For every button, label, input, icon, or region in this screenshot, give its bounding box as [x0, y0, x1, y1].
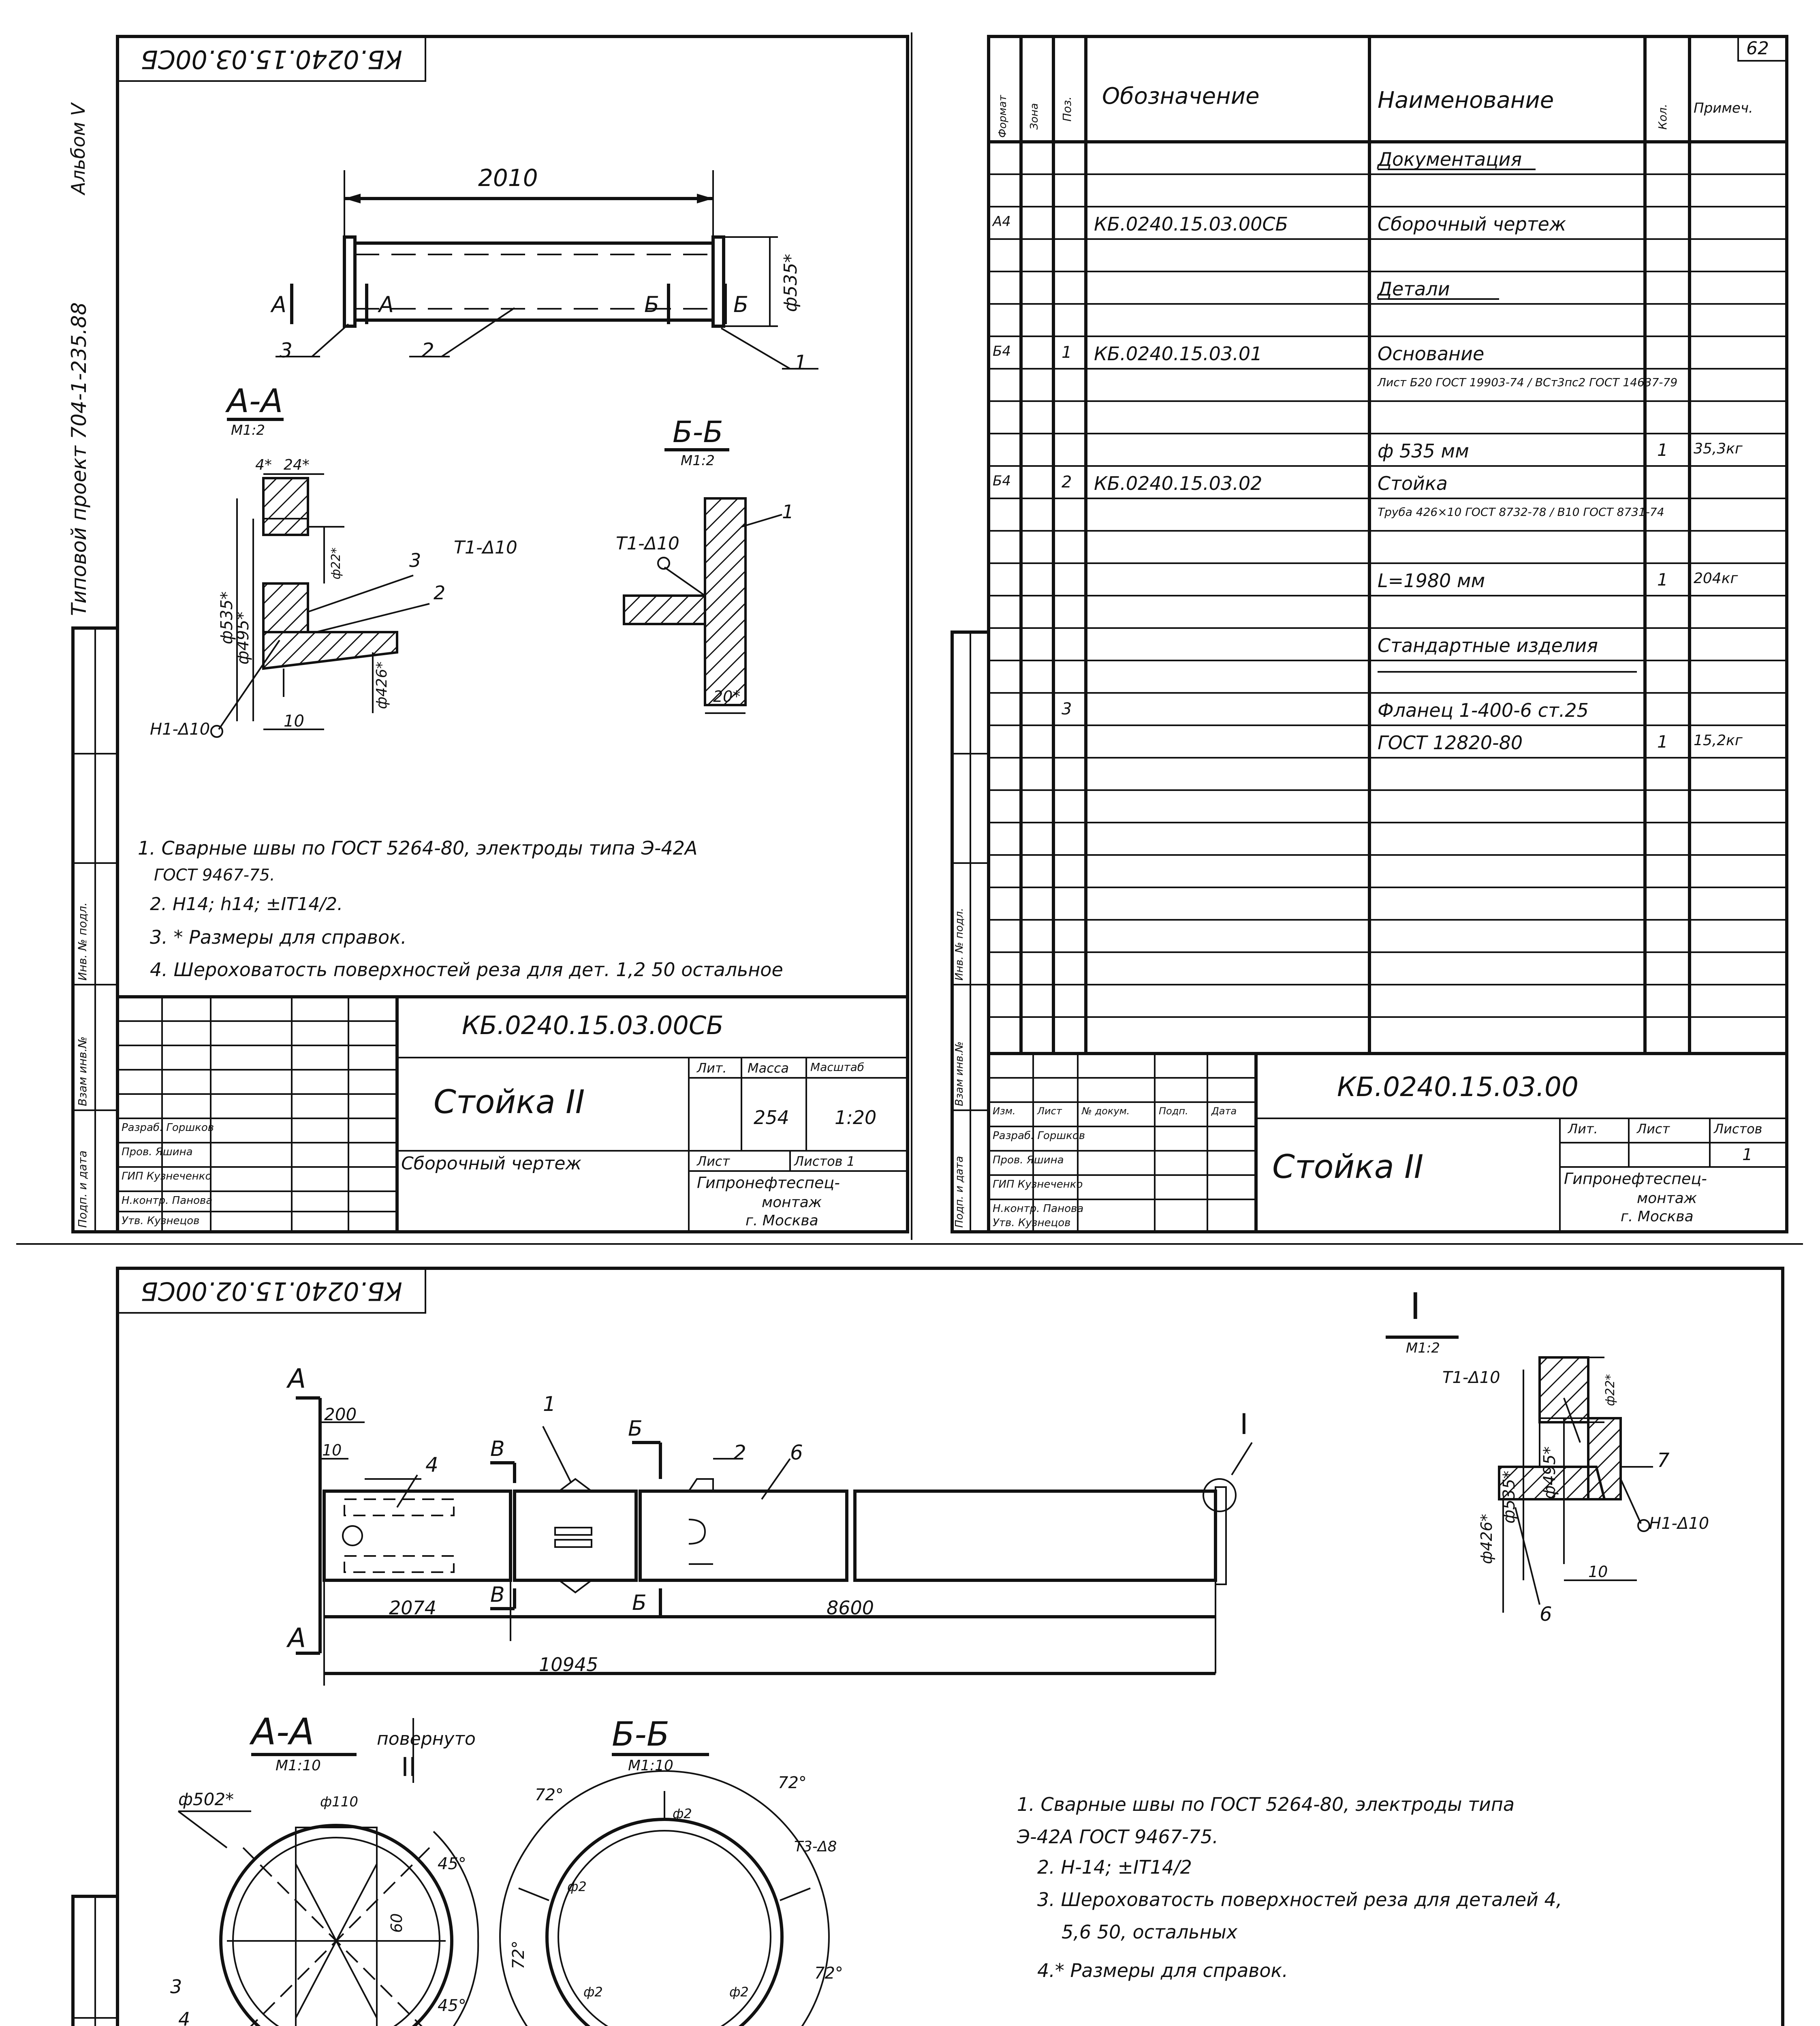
d1-tb-city: г. Москва [746, 1212, 818, 1229]
spec-cell-pos: 3 [1062, 700, 1072, 718]
d1-sa-callout-2: 2 [434, 582, 446, 604]
d2-h-pos: Поз. [1060, 96, 1074, 122]
d1-note-1b: ГОСТ 9467-75. [154, 866, 275, 885]
spec-cell-name: Основание [1378, 343, 1485, 365]
d1-sa-weld-t1: Т1-Δ10 [454, 537, 517, 558]
d1-tb-scale-h: Масштаб [810, 1060, 865, 1074]
d1-tb-scale: 1:20 [835, 1107, 877, 1128]
d1-sb-weld: Т1-Δ10 [616, 533, 679, 554]
d2-spec-grid [989, 36, 1787, 1054]
d3-aa-scale: М1:10 [276, 1757, 321, 1774]
spec-cell-name: Детали [1378, 278, 1450, 300]
d1-tb-p4: Н.контр. Панова [122, 1195, 213, 1207]
d3-cut-v-bottom: В [490, 1583, 505, 1607]
d3-bb-angle-1: 72° [535, 1786, 564, 1804]
spec-cell-name: ф 535 мм [1378, 440, 1469, 462]
d3-aa-dim60: 60 [388, 1913, 406, 1933]
d3-aa-angle-2: 45° [438, 1996, 466, 2015]
d3-callout-2: 2 [733, 1441, 746, 1464]
side-label-4: Взам инв.№ [953, 1041, 966, 1106]
d3-aa-d502: ф502* [178, 1789, 234, 1809]
d3-bb-mark-1: ф2 [673, 1806, 692, 1821]
d1-section-b [624, 450, 782, 713]
side-label-6: Инв. № подл. [953, 908, 966, 981]
d1-sa-d535: ф535* [218, 591, 236, 644]
d3-detail-I-dim: 10 [1588, 1563, 1608, 1581]
d1-sa-dim-22: ф22* [329, 547, 343, 579]
d3-detail-I-scale: М1:2 [1406, 1340, 1440, 1356]
d1-cut-b-right: Б [733, 292, 749, 317]
d2-tb-col-3: № докум. [1082, 1105, 1130, 1117]
d1-sa-dim-24: 24* [284, 457, 310, 473]
d1-note-3: 3. * Размеры для справок. [150, 926, 407, 948]
d2-h-code: Обозначение [1102, 83, 1260, 109]
d1-tb-sheet: Лист [697, 1154, 730, 1169]
d1-note-1: 1. Сварные швы по ГОСТ 5264-80, электроды типа Э-42А [138, 837, 698, 859]
d2-tb-org2: монтаж [1637, 1190, 1697, 1207]
d1-tb-name: Стойка II [434, 1083, 585, 1121]
d1-sb-callout: 1 [782, 501, 794, 523]
spec-cell-qty: 1 [1657, 732, 1668, 752]
d3-main-view [296, 1398, 1252, 1686]
d2-tb-col-4: Подп. [1159, 1105, 1188, 1117]
spec-cell-note: 15,2кг [1694, 732, 1743, 749]
d1-note-4: 4. Шероховатость поверхностей реза для дет. 1,2 50 остальное [150, 959, 783, 981]
d2-tb-name: Стойка II [1272, 1148, 1424, 1186]
spec-cell-name: Стандартные изделия [1378, 635, 1598, 656]
d3-detail-I-d535: ф535* [1500, 1470, 1519, 1524]
side-label-1: Взам инв.№ [76, 1036, 89, 1106]
d3-detail-I-title: I [1410, 1285, 1421, 1328]
d3-cut-a-bottom: А [288, 1622, 306, 1654]
d1-sa-d426: ф426* [374, 661, 390, 709]
side-label-5: Подп. и дата [953, 1156, 966, 1228]
d1-tb-org: Гипронефтеспец- [697, 1174, 840, 1192]
spec-cell-qty: 1 [1657, 440, 1668, 460]
d3-bb-mark-4: ф2 [729, 1984, 749, 2000]
spec-cell-name: Труба 426×10 ГОСТ 8732-78 / В10 ГОСТ 8731-74 [1378, 505, 1664, 519]
d3-dim-8600: 8600 [827, 1597, 874, 1619]
d3-callout-4: 4 [425, 1453, 438, 1477]
d3-cut-a-top: А [288, 1363, 306, 1394]
d2-tb-code: КБ.0240.15.03.00 [1337, 1071, 1579, 1103]
d1-note-2: 2. Н14; h14; ±IT14/2. [150, 894, 343, 915]
d1-sa-dim-4: 4* [255, 457, 272, 473]
d2-tb-col-2: Лист [1037, 1105, 1062, 1117]
d1-dim-diameter: ф535* [780, 254, 801, 312]
d3-aa-label-4: 4 [178, 2008, 190, 2026]
d1-tb-p1: Разраб. Горшков [122, 1122, 214, 1134]
d1-callout-2: 2 [421, 339, 434, 362]
spec-cell-name: L=1980 мм [1378, 570, 1485, 592]
d3-aa-label-3: 3 [170, 1976, 182, 1998]
d1-section-a [211, 419, 429, 737]
side-label-3: Инв. № подл. [76, 902, 89, 981]
d3-detail-I-weld-t: Т1-Δ10 [1442, 1368, 1500, 1387]
d1-section-b-title: Б-Б [673, 415, 723, 449]
d1-sa-dim-10: 10 [284, 712, 304, 731]
spec-cell-name: ГОСТ 12820-80 [1378, 732, 1523, 754]
d3-note-3: 3. Шероховатость поверхностей реза для деталей 4, [1037, 1889, 1562, 1911]
spec-cell-name: Стойка [1378, 472, 1448, 494]
d1-section-b-scale: М1:2 [681, 453, 715, 469]
project-label: Типовой проект 704-1-235.88 [67, 302, 91, 616]
d3-bb-mark-2: ф2 [567, 1879, 587, 1894]
d1-tb-p3: ГИП Кузнеченко [122, 1170, 212, 1182]
d1-main-view [276, 170, 818, 369]
d3-callout-I: I [1240, 1408, 1248, 1441]
spec-cell-fmt: Б4 [993, 473, 1011, 489]
d3-aa-title: А-А [251, 1711, 314, 1753]
d3-detail-I-d495: ф495* [1540, 1446, 1559, 1499]
spec-cell-fmt: Б4 [993, 343, 1011, 359]
d1-section-a-title: А-А [227, 382, 283, 420]
d2-tb-p3: ГИП Кузнеченко [993, 1178, 1083, 1190]
d2-h-qty: Кол. [1656, 104, 1669, 130]
d3-dim-10: 10 [322, 1441, 342, 1459]
d1-sb-dim: 20* [713, 688, 741, 705]
d1-tb-lit: Лит. [697, 1060, 727, 1076]
d3-bb-angle-3: 72° [509, 1941, 528, 1969]
spec-cell-pos: 1 [1062, 343, 1072, 362]
d2-row-lines [989, 174, 1787, 1017]
d1-sa-weld-h1: Н1-Δ10 [150, 720, 210, 739]
d1-tb-sheets: Листов 1 [794, 1154, 855, 1169]
d3-cut-b-top: Б [628, 1417, 643, 1441]
d2-tb-sheets: 1 [1742, 1146, 1753, 1164]
spec-cell-name: Документация [1378, 148, 1522, 170]
d3-cut-b-bottom: Б [632, 1591, 647, 1615]
d1-sa-callout-3: 3 [409, 549, 421, 571]
d2-tb-city: г. Москва [1621, 1208, 1694, 1225]
d3-mirror-code: КБ.0240.15.02.00СБ [141, 1276, 402, 1306]
spec-cell-code: КБ.0240.15.03.02 [1094, 472, 1262, 494]
d3-bb-weld: Т3-Δ8 [794, 1838, 837, 1855]
d3-note-4: 4.* Размеры для справок. [1037, 1960, 1288, 1981]
d1-tb-org2: монтаж [762, 1194, 822, 1211]
d3-detail-I-d426: ф426* [1478, 1513, 1495, 1564]
d2-tb-p1: Разраб. Горшков [993, 1130, 1085, 1142]
d3-aa-suffix: повернуто [377, 1729, 476, 1749]
d1-tb-mass: 254 [754, 1107, 789, 1128]
d3-detail-I-d22: ф22* [1603, 1374, 1617, 1406]
d3-note-3b: 5,6 50, остальных [1062, 1921, 1238, 1943]
d3-detail-I-callout-7: 7 [1657, 1449, 1670, 1472]
d1-cut-b-left: Б [644, 292, 660, 317]
spec-cell-name: Фланец 1-400-6 ст.25 [1378, 699, 1589, 721]
spec-cell-name: Сборочный чертеж [1378, 213, 1566, 235]
d3-detail-I-weld-h: Н1-Δ10 [1649, 1514, 1709, 1533]
d3-section-aa [178, 1718, 478, 2026]
side-label-2: Подп. и дата [76, 1150, 89, 1228]
d3-note-1: 1. Сварные швы по ГОСТ 5264-80, электроды типа [1017, 1793, 1515, 1815]
d1-tb-p5: Утв. Кузнецов [122, 1215, 200, 1227]
d2-tb-lit: Лит. [1568, 1121, 1598, 1137]
d1-section-a-scale: М1:2 [231, 422, 265, 438]
d3-detail-I-callout-6: 6 [1540, 1603, 1552, 1626]
d2-tb-sheets-h: Листов [1714, 1121, 1762, 1137]
spec-cell-fmt: А4 [993, 214, 1011, 230]
d1-tb-doctype: Сборочный чертеж [401, 1153, 582, 1174]
d2-tb-sheet: Лист [1637, 1121, 1670, 1137]
d2-tb-p5: Утв. Кузнецов [993, 1217, 1071, 1229]
d3-callout-6: 6 [790, 1441, 803, 1464]
d1-tb-mass-h: Масса [748, 1060, 789, 1076]
d3-dim-10945: 10945 [539, 1654, 598, 1676]
spec-cell-pos: 2 [1062, 473, 1072, 492]
d2-tb-p2: Пров. Яшина [993, 1154, 1064, 1166]
d1-callout-1: 1 [794, 351, 807, 374]
d2-h-format: Формат [997, 95, 1009, 138]
d2-h-note: Примеч. [1694, 100, 1753, 116]
d2-tb-col-5: Дата [1211, 1105, 1237, 1117]
d3-bb-angle-2: 72° [778, 1774, 807, 1792]
spec-cell-qty: 1 [1657, 570, 1668, 590]
d3-bb-mark-3: ф2 [583, 1984, 603, 2000]
d3-callout-1: 1 [543, 1392, 556, 1416]
d1-cut-a-right: А [379, 292, 394, 317]
d1-callout-3: 3 [280, 339, 293, 362]
d3-bb-scale: М1:10 [628, 1757, 673, 1774]
d3-aa-d110: ф110 [320, 1794, 358, 1810]
side-strip-bottom [73, 1896, 117, 2026]
album-label: Альбом V [67, 103, 89, 194]
d3-dim-2074: 2074 [389, 1597, 437, 1619]
d3-cut-v-top: В [490, 1437, 505, 1461]
d2-h-zone: Зона [1028, 103, 1040, 130]
spec-cell-note: 35,3кг [1694, 440, 1743, 457]
d2-tb-col-1: Изм. [993, 1105, 1016, 1117]
d3-bb-angle-4: 72° [814, 1964, 843, 1983]
spec-cell-code: КБ.0240.15.03.01 [1094, 343, 1262, 365]
d3-note-1b: Э-42А ГОСТ 9467-75. [1017, 1826, 1218, 1848]
d1-tb-code: КБ.0240.15.03.00СБ [462, 1011, 724, 1040]
d3-note-2: 2. Н-14; ±IT14/2 [1037, 1856, 1192, 1878]
d3-dim-200: 200 [324, 1404, 357, 1424]
d1-mirror-code: КБ.0240.15.03.00СБ [141, 45, 402, 74]
d2-h-name: Наименование [1378, 87, 1554, 113]
d1-cut-a-left: А [271, 292, 286, 317]
spec-cell-note: 204кг [1694, 570, 1738, 587]
d2-tb-org: Гипронефтеспец- [1564, 1170, 1707, 1188]
d2-tb-p4: Н.контр. Панова [993, 1203, 1084, 1215]
d3-bb-title: Б-Б [612, 1715, 670, 1754]
spec-cell-name: Лист Б20 ГОСТ 19903-74 / ВСт3пс2 ГОСТ 14637-79 [1378, 376, 1678, 389]
d1-dim-2010: 2010 [478, 164, 538, 192]
sheet-number: 62 [1746, 38, 1769, 59]
d3-aa-label-II: II [401, 1752, 417, 1782]
d3-aa-angle-1: 45° [438, 1855, 466, 1873]
d1-tb-p2: Пров. Яшина [122, 1146, 193, 1158]
d1-sa-d495: ф495* [234, 611, 252, 665]
spec-cell-code: КБ.0240.15.03.00СБ [1094, 213, 1288, 235]
